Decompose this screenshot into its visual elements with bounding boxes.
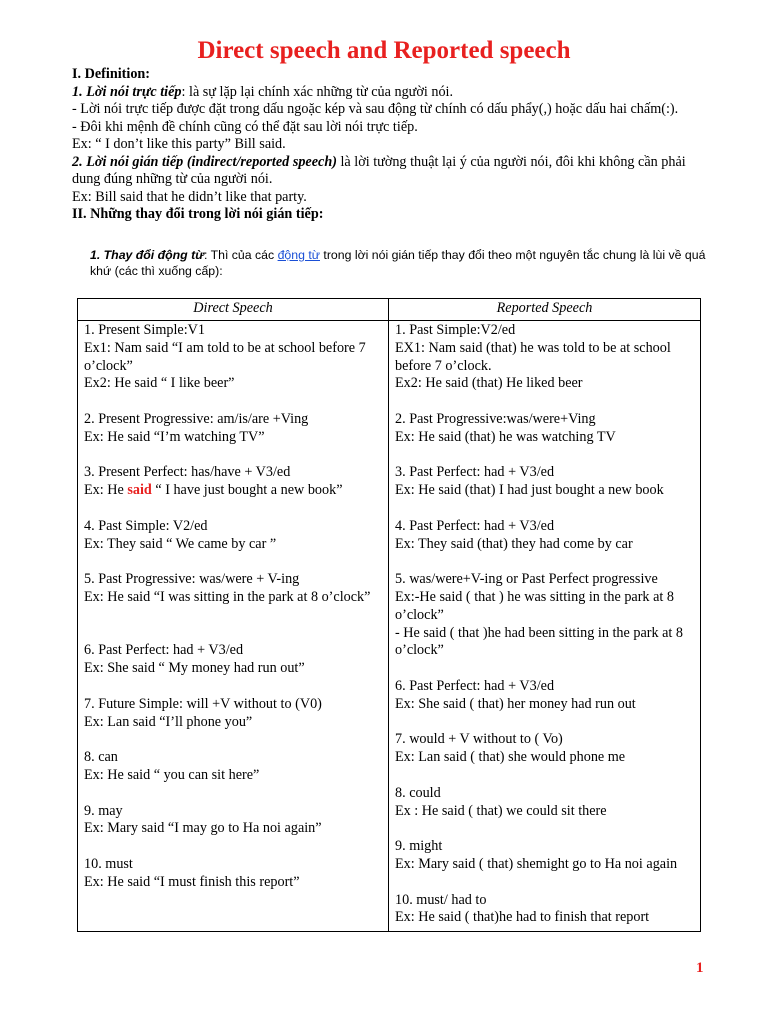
verb-change-note: 1. Thay đổi động từ: Thì của các động từ trong lời nói gián tiếp thay đổi theo một nguyên tắc chung là lùi về quá khứ (các thì xuống cấp): [90, 248, 706, 278]
direct-block-4: 4. Past Simple: V2/ed Ex: They said “ We came by car ” [84, 517, 277, 552]
section-heading-definition: I. Definition: [72, 66, 151, 82]
reported-block-7: 7. would + V without to ( Vo) Ex: Lan said ( that) she would phone me [395, 731, 626, 766]
reported-block-9: 9. might Ex: Mary said ( that) shemight go to Ha noi again [395, 838, 678, 872]
reported-block-4: 4. Past Perfect: had + V3/ed Ex: They said (that) they had come by car [395, 517, 633, 552]
direct-block-10: 10. must Ex: He said “I must finish this report” [84, 855, 300, 890]
example-reported: Ex: Bill said that he didn’t like that party. [72, 188, 307, 205]
direct-block-5: 5. Past Progressive: was/were + V-ing Ex: He said “I was sitting in the park at 8 o’clock” [84, 571, 371, 605]
direct-block-7: 7. Future Simple: will +V without to (V0) Ex: Lan said “I’ll phone you” [84, 695, 322, 730]
column-header-reported: Reported Speech [389, 299, 701, 321]
page-title: Direct speech and Reported speech [197, 37, 571, 64]
paragraph-quote-rule: - Lời nói trực tiếp được đặt trong dấu ngoặc kép và sau động từ chính có dấu phẩy(,) hoặc dấu hai chấm(:). [72, 101, 679, 117]
example-direct: Ex: “ I don’t like this party” Bill said. [72, 136, 286, 152]
direct-block-6: 6. Past Perfect: had + V3/ed Ex: She said “ My money had run out” [84, 642, 305, 677]
direct-block-1: 1. Present Simple:V1 Ex1: Nam said “I am told to be at school before 7 o’clock” Ex2: He said “ I like beer” [84, 322, 366, 392]
reported-block-8: 8. could Ex : He said ( that) we could sit there [395, 784, 607, 819]
definition-section [72, 66, 702, 224]
page-number: 1 [696, 960, 704, 976]
paragraph-clause-position: - Đôi khi mệnh đề chính cũng có thể đặt sau lời nói trực tiếp. [72, 118, 418, 135]
direct-block-9: 9. may Ex: Mary said “I may go to Ha noi again” [84, 802, 322, 837]
paragraph-direct-speech: 1. Lời nói trực tiếp: là sự lặp lại chính xác những từ của người nói. [72, 83, 454, 100]
verb-link[interactable]: động từ [277, 248, 320, 262]
reported-speech-cell [389, 321, 701, 932]
table-row [78, 321, 701, 932]
direct-speech-cell [78, 321, 389, 932]
direct-block-8: 8. can Ex: He said “ you can sit here” [84, 749, 260, 783]
reported-block-10: 10. must/ had to Ex: He said ( that)he had to finish that report [395, 891, 650, 926]
reported-block-3: 3. Past Perfect: had + V3/ed Ex: He said (that) I had just bought a new book [395, 464, 664, 499]
tense-change-table [77, 298, 701, 932]
section-heading-changes: II. Những thay đổi trong lời nói gián tiếp: [72, 206, 324, 222]
reported-block-5: 5. was/were+V-ing or Past Perfect progressive Ex:-He said ( that ) he was sitting in the park at 8 o’clock” - He said ( that )he had been sitting in the park at 8 o’clock” [395, 571, 683, 659]
reported-block-2: 2. Past Progressive:was/were+Ving Ex: He said (that) he was watching TV [395, 410, 616, 445]
highlighted-word: said [127, 482, 152, 499]
reported-block-6: 6. Past Perfect: had + V3/ed Ex: She said ( that) her money had run out [395, 677, 636, 712]
reported-block-1: 1. Past Simple:V2/ed EX1: Nam said (that) he was told to be at school before 7 o’clock. Ex2: He said (that) He liked beer [395, 322, 671, 392]
column-header-direct: Direct Speech [78, 299, 389, 321]
table-header-row [78, 299, 701, 321]
direct-block-3: 3. Present Perfect: has/have + V3/ed Ex: He said “ I have just bought a new book” [84, 464, 343, 499]
direct-block-2: 2. Present Progressive: am/is/are +Ving Ex: He said “I’m watching TV” [84, 410, 309, 445]
paragraph-reported-speech: 2. Lời nói gián tiếp (indirect/reported speech) là lời tường thuật lại ý của người nói, đôi khi không cần phải dung đúng những từ của người nói. [72, 153, 686, 187]
